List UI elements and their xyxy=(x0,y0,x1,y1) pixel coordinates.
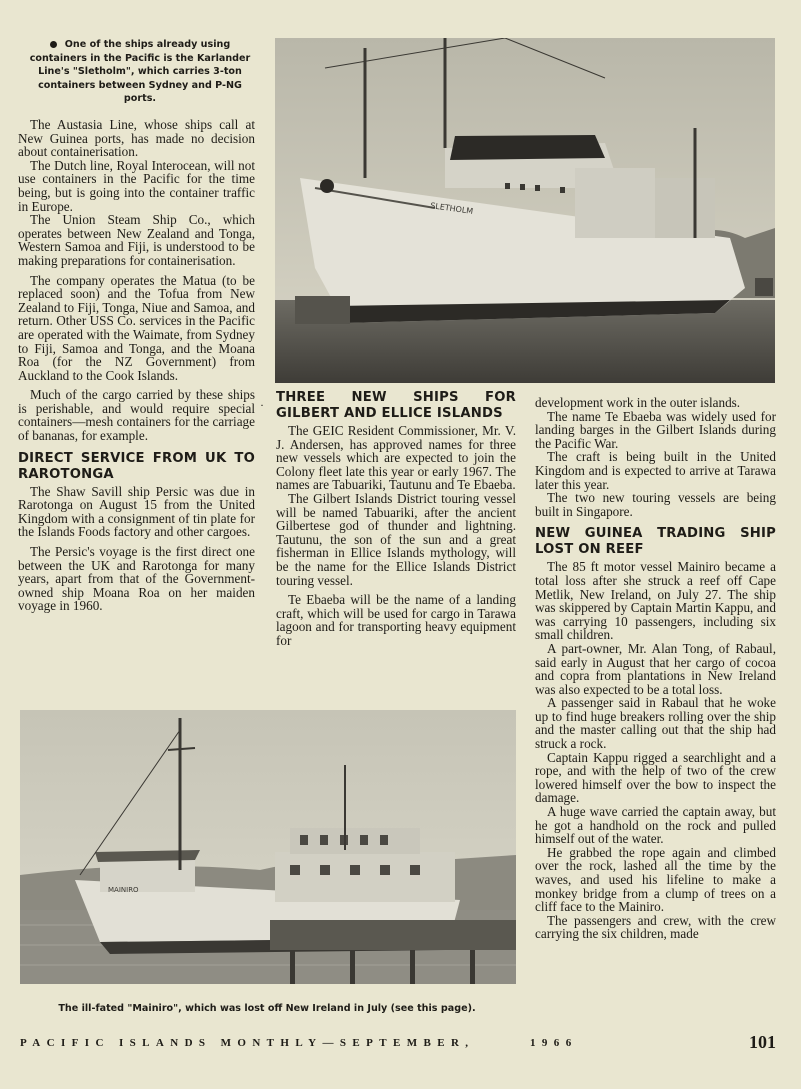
page-footer xyxy=(20,1034,780,1058)
paragraph: A part-owner, Mr. Alan Tong, of Rabaul, said early in August that her cargo of cocoa and copra from plantations in New Ireland was also expected to be a total loss. xyxy=(535,640,776,697)
section-heading-gilbert-ellice: THREE NEW SHIPS FOR GILBERT AND ELLICE ISLANDS xyxy=(276,390,516,421)
paragraph: Te Ebaeba will be the name of a landing craft, which will be used for cargo in Tarawa lagoon and for transporting heavy equipment for xyxy=(276,592,516,648)
column-3 xyxy=(535,396,776,941)
paragraph: Captain Kappu rigged a searchlight and a rope, and with the help of two of the crew lowered himself over the bow to inspect the damage. xyxy=(535,749,776,806)
section-heading-new-guinea: NEW GUINEA TRADING SHIP LOST ON REEF xyxy=(535,526,776,558)
dot-mark: · xyxy=(260,398,264,412)
photo-sletholm xyxy=(275,38,775,383)
publication-name: PACIFIC ISLANDS MONTHLY—SEPTEMBER, xyxy=(20,1037,475,1049)
paragraph: The Persic's voyage is the first direct one between the UK and Rarotonga for many years, apart from that of the Government-owned ship Moana Roa on her maiden voyage in 1960. xyxy=(18,544,255,614)
hull-name-text: SLETHOLM xyxy=(429,201,474,216)
paragraph: The name Te Ebaeba was widely used for landing barges in the Gilbert Islands during the Pacific War. xyxy=(535,408,776,451)
paragraph: The company operates the Matua (to be replaced soon) and the Tofua from New Zealand to Fiji, Tonga, Niue and Samoa, and return. Other USS Co. services in the Pacific are operated with the Waimate, from Sydney to Fiji, Samoa and Tonga, and the Moana Roa (for the NZ Government) from Auckland to the Cook Islands. xyxy=(18,272,255,383)
section-heading-rarotonga: DIRECT SERVICE FROM UK TO RAROTONGA xyxy=(18,450,255,482)
sletholm-illustration xyxy=(275,38,775,383)
bullet-icon xyxy=(50,41,57,48)
column-1 xyxy=(18,118,255,613)
paragraph: development work in the outer islands. xyxy=(535,395,741,410)
paragraph: He grabbed the rope again and climbed over the rock, lashed all the time by the waves, and used his lifeline to make a monkey bridge from a clump of trees on a cliff face to the Mainiro. xyxy=(535,844,776,915)
page-number: 101 xyxy=(749,1032,776,1052)
paragraph: The Austasia Line, whose ships call at New Guinea ports, has made no decision about containerisation. xyxy=(18,117,255,160)
photo-mainiro xyxy=(20,710,516,984)
hull-name-text: MAINIRO xyxy=(108,886,139,894)
paragraph: The craft is being built in the United Kingdom and is expected to arrive at Tarawa later this year. xyxy=(535,449,776,492)
photo-caption-sletholm: One of the ships already using containers in the Pacific is the Karlander Line's "Sletholm", which carries 3-ton containers between Sydney and P-NG ports. xyxy=(29,39,251,105)
paragraph: The Shaw Savill ship Persic was due in Rarotonga on August 15 from the United Kingdom with a consignment of tin plate for the Islands Foods factory and other cargoes. xyxy=(18,483,255,540)
paragraph: The Gilbert Islands District touring vessel will be named Tabuariki, after the ancient Gilbertese god of thunder and lightning. Tautunu, the son of the sun and a great fisherman in Ellice Islands mythology, will be the name for the Ellice Islands District touring vessel. xyxy=(276,490,516,588)
photo-caption-mainiro: The ill-fated "Mainiro", which was lost off New Ireland in July (see this page). xyxy=(58,1003,476,1014)
publication-year: 1966 xyxy=(530,1037,578,1049)
paragraph: The GEIC Resident Commissioner, Mr. V. J. Andersen, has approved names for three new vessels which are expected to join the Colony fleet late this year or early 1967. The names are Tabuariki, Tautunu and Te Ebaeba. xyxy=(276,423,516,493)
paragraph: The 85 ft motor vessel Mainiro became a total loss after she struck a reef off Cape Metlik, New Ireland, on July 27. The ship was skippered by Captain Martin Kappu, and was carrying 10 passengers, including six small children. xyxy=(535,559,776,643)
paragraph: A huge wave carried the captain away, but he got a handhold on the rock and pulled himself out of the water. xyxy=(535,804,776,847)
paragraph: The two new touring vessels are being built in Singapore. xyxy=(535,490,776,519)
paragraph: Much of the cargo carried by these ships is perishable, and would require special containers—mesh containers for the carriage of bananas, for example. xyxy=(18,387,255,444)
mainiro-illustration xyxy=(20,710,516,984)
paragraph: The Union Steam Ship Co., which operates between New Zealand and Tonga, Western Samoa and Fiji, is understood to be making preparations for containerisation. xyxy=(18,212,255,268)
paragraph: The passengers and crew, with the crew carrying the six children, made xyxy=(535,912,776,942)
paragraph: A passenger said in Rabaul that he woke up to find huge breakers rolling over the ship and the master calling out that the ship had struck a rock. xyxy=(535,695,776,752)
paragraph: The Dutch line, Royal Interocean, will not use containers in the Pacific for the time being, but is going into the container traffic in Europe. xyxy=(18,157,255,214)
column-2 xyxy=(276,390,516,648)
